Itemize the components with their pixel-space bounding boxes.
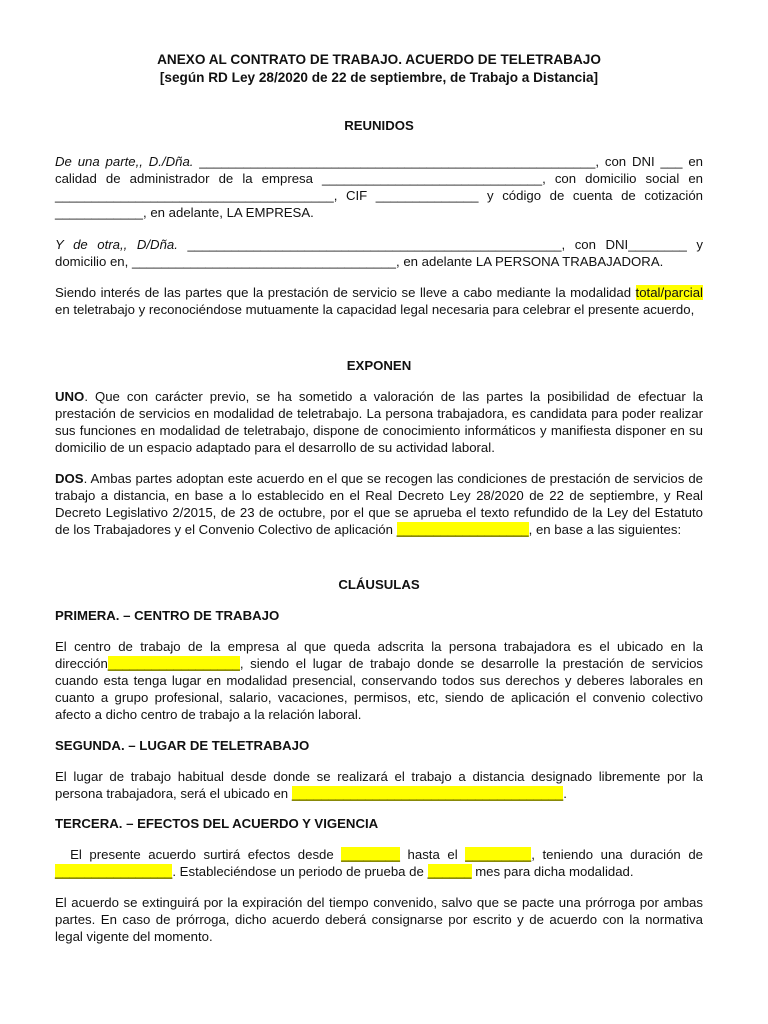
duracion-highlight: ________________ <box>55 864 173 879</box>
document-page <box>55 48 707 945</box>
reunidos-heading: REUNIDOS <box>344 118 414 133</box>
document-title <box>55 51 703 87</box>
clausula-segunda-title: SEGUNDA. – LUGAR DE TELETRABAJO <box>55 738 310 753</box>
reunidos-paragraph-empresa: De una parte,, D./Dña. ______________________________________________________, con DNI ___ en calidad de administrador de la empresa ______________________________, con domicilio social en ______________________________________, CIF ______________ y código de cuenta de cotización ____________, en adelante, LA EMPRESA. <box>55 154 703 220</box>
fecha-hasta-highlight: _________ <box>465 847 532 862</box>
clausula-segunda-text: El lugar de trabajo habitual desde donde se realizará el trabajo a distancia designado libremente por la persona trabajadora, será el ubicado en _____________________________________. <box>55 769 703 801</box>
title-line-1: ANEXO AL CONTRATO DE TRABAJO. ACUERDO DE TELETRABAJO <box>157 52 601 67</box>
modalidad-highlight: total/parcial <box>635 285 703 300</box>
direccion-highlight: __________________ <box>107 656 240 671</box>
reunidos-paragraph-empresa-lead: De una parte,, D./Dña. <box>55 154 194 169</box>
exponen-dos: DOS. Ambas partes adoptan este acuerdo en el que se recogen las condiciones de prestación de servicios de trabajo a distancia, en base a lo establecido en el Real Decreto Ley 28/2020 de 22 de septiembre, y Real Decreto Legislativo 2/2015, de 23 de octubre, por el que se aprueba el texto refundido de la Ley del Estatuto de los Trabajadores y el Convenio Colectivo de aplicación __________________, en base a las siguientes: <box>55 471 703 537</box>
reunidos-paragraph-trabajador-lead: Y de otra,, D/Dña. <box>55 237 178 252</box>
fecha-desde-highlight: ________ <box>341 847 400 862</box>
periodo-prueba-highlight: ______ <box>427 864 472 879</box>
title-line-2: [según RD Ley 28/2020 de 22 de septiembre, de Trabajo a Distancia] <box>159 70 599 85</box>
clausula-tercera-text: El presente acuerdo surtirá efectos desde ________ hasta el _________, teniendo una duración de ________________. Estableciéndose un periodo de prueba de ______ mes para dicha modalidad. <box>55 847 707 879</box>
convenio-highlight: __________________ <box>396 522 529 537</box>
clausula-tercera-extincion: El acuerdo se extinguirá por la expiración del tiempo convenido, salvo que se pacte una prórroga por ambas partes. En caso de prórroga, dicho acuerdo deberá consignarse por escrito y de acuerdo con la normativa legal vigente del momento. <box>55 895 703 944</box>
exponen-dos-label: DOS <box>55 471 84 486</box>
clausula-tercera-title: TERCERA. – EFECTOS DEL ACUERDO Y VIGENCIA <box>55 816 379 831</box>
exponen-heading: EXPONEN <box>346 358 412 373</box>
exponen-uno: UNO. Que con carácter previo, se ha sometido a valoración de las partes la posibilidad de efectuar la prestación de servicios en modalidad de teletrabajo. La persona trabajadora, es candidata para poder realizar sus funciones en modalidad de teletrabajo, dispone de conocimiento informáticos y manifiesta disponer en su domicilio de un espacio adaptado para el desarrollo de su actividad laboral. <box>55 389 703 455</box>
exponen-uno-label: UNO <box>55 389 85 404</box>
clausulas-heading: CLÁUSULAS <box>338 577 420 592</box>
reunidos-paragraph-trabajador: Y de otra,, D/Dña. ___________________________________________________, con DNI________ y domicilio en, ____________________________________, en adelante LA PERSONA TRABAJADORA. <box>55 237 703 269</box>
lugar-teletrabajo-highlight: _____________________________________ <box>291 786 564 801</box>
reunidos-paragraph-modalidad: Siendo interés de las partes que la prestación de servicio se lleve a cabo mediante la modalidad total/parcial en teletrabajo y reconociéndose mutuamente la capacidad legal necesaria para celebrar el presente acuerdo, <box>55 285 703 317</box>
clausula-primera-text: El centro de trabajo de la empresa al que queda adscrita la persona trabajadora es el ubicado en la dirección__________________, siendo el lugar de trabajo donde se desarrolle la prestación de servicios cuando esta tenga lugar en modalidad presencial, conservando todos sus derechos y deberes laborales en cuanto a grupo profesional, salario, vacaciones, permisos, etc, siendo de aplicación el convenio colectivo afecto a dicho centro de trabajo a la relación laboral. <box>55 639 703 722</box>
clausula-primera-title: PRIMERA. – CENTRO DE TRABAJO <box>55 608 280 623</box>
